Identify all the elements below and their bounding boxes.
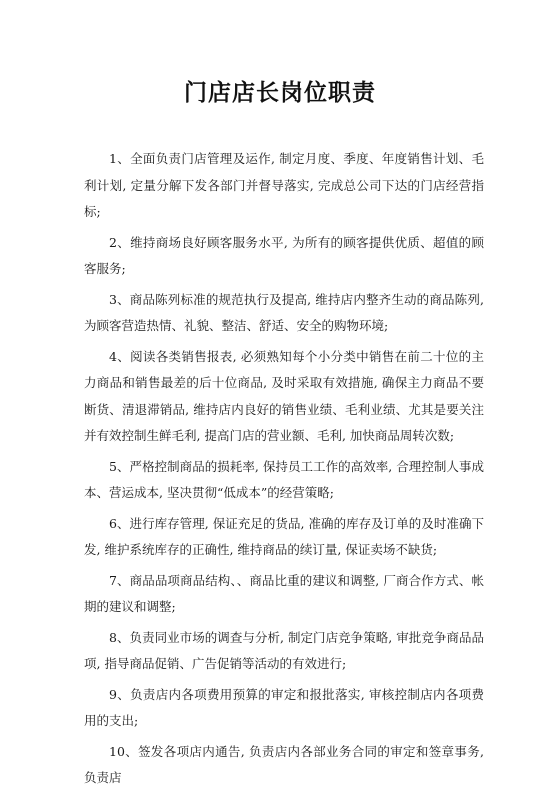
paragraph-2: 2、维持商场良好顾客服务水平, 为所有的顾客提供优质、超值的顾客服务; <box>84 234 484 276</box>
paragraph-1: 1、全面负责门店管理及运作, 制定月度、季度、年度销售计划、毛利计划, 定量分解下发各部门并督导落实, 完成总公司下达的门店经营指标; <box>84 151 484 219</box>
paragraph-4: 4、阅读各类销售报表, 必须熟知每个小分类中销售在前二十位的主力商品和销售最差的后十位商品, 及时采取有效措施, 确保主力商品不要断货、清退滞销品, 维持店内良好的销售业绩、毛利业绩、尤其是要关注并有效控制生鲜毛利, 提高门店的营业额、毛利, 加快商品周转次数; <box>84 348 484 443</box>
paragraph-3: 3、商品陈列标准的规范执行及提高, 维持店内整齐生动的商品陈列, 为顾客营造热情、礼貌、整洁、舒适、安全的购物环境; <box>84 291 484 333</box>
paragraph-5: 5、严格控制商品的损耗率, 保持员工工作的高效率, 合理控制人事成本、营运成本, 坚决贯彻“低成本”的经营策略; <box>84 458 484 500</box>
document-title: 门店店长岗位职责 <box>184 79 376 106</box>
paragraph-8: 8、负责同业市场的调查与分析, 制定门店竞争策略, 审批竞争商品品项, 指导商品促销、广告促销等活动的有效进行; <box>84 629 484 671</box>
paragraph-10: 10、签发各项店内通告, 负责店内各部业务合同的审定和签章事务, 负责店 <box>84 743 484 785</box>
document-body <box>84 146 484 796</box>
paragraph-9: 9、负责店内各项费用预算的审定和报批落实, 审核控制店内各项费用的支出; <box>84 686 484 728</box>
paragraph-6: 6、进行库存管理, 保证充足的货品, 准确的库存及订单的及时准确下发, 维护系统库存的正确性, 维持商品的续订量, 保证卖场不缺货; <box>84 515 484 557</box>
paragraph-7: 7、商品品项商品结构、、商品比重的建议和调整, 厂商合作方式、帐期的建议和调整; <box>84 572 484 614</box>
